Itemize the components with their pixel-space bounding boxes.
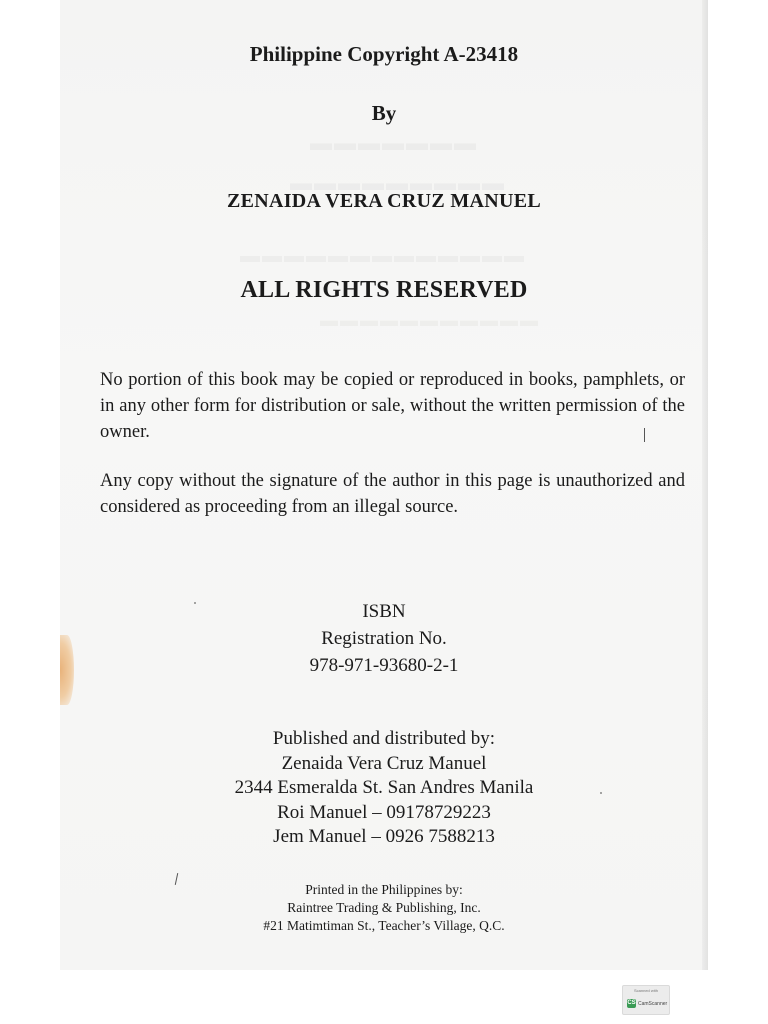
publisher-contact-jem: Jem Manuel – 0926 7588213 bbox=[273, 826, 495, 847]
publisher-block bbox=[60, 727, 708, 850]
author-name: ZENAIDA VERA CRUZ MANUEL bbox=[226, 190, 542, 212]
bleed-through-text bbox=[310, 130, 478, 156]
isbn-label: ISBN bbox=[362, 601, 406, 622]
camscanner-brand: CamScanner bbox=[638, 1000, 668, 1007]
isbn-number: 978-971-93680-2-1 bbox=[309, 655, 459, 676]
scan-speck bbox=[194, 602, 196, 604]
printer-address: #21 Matimtiman St., Teacher’s Village, Q.C. bbox=[263, 918, 505, 933]
scan-speck bbox=[600, 792, 602, 794]
publisher-name: Zenaida Vera Cruz Manuel bbox=[281, 752, 487, 774]
printer-block bbox=[60, 881, 708, 935]
scan-mark bbox=[644, 428, 645, 442]
copyright-heading: Philippine Copyright A-23418 bbox=[249, 42, 519, 66]
signature-notice: Any copy without the signature of the author in this page is unauthorized and considered as proceeding from an illegal source. bbox=[100, 471, 685, 517]
bleed-through-text bbox=[240, 245, 526, 268]
printer-name: Raintree Trading & Publishing, Inc. bbox=[287, 900, 481, 915]
publisher-heading: Published and distributed by: bbox=[272, 728, 496, 749]
camscanner-logo-icon: CS bbox=[627, 1000, 636, 1006]
printer-heading: Printed in the Philippines by: bbox=[305, 882, 463, 897]
publisher-contact-roi: Roi Manuel – 09178729223 bbox=[277, 801, 491, 823]
scanned-page bbox=[60, 0, 708, 970]
by-heading: By bbox=[371, 101, 397, 125]
publisher-address: 2344 Esmeralda St. San Andres Manila bbox=[234, 777, 534, 798]
camscanner-brand-row bbox=[627, 999, 667, 1008]
bleed-through-text bbox=[320, 310, 540, 331]
camscanner-watermark bbox=[622, 985, 670, 1015]
registration-label: Registration No. bbox=[321, 628, 447, 649]
isbn-block bbox=[60, 598, 708, 679]
reproduction-notice: No portion of this book may be copied or reproduced in books, pamphlets, or in any other form for distribution or sale, without the written permission of the owner. bbox=[100, 370, 685, 442]
rights-reserved-heading: ALL RIGHTS RESERVED bbox=[240, 277, 528, 303]
camscanner-caption: Scanned with bbox=[633, 988, 658, 993]
